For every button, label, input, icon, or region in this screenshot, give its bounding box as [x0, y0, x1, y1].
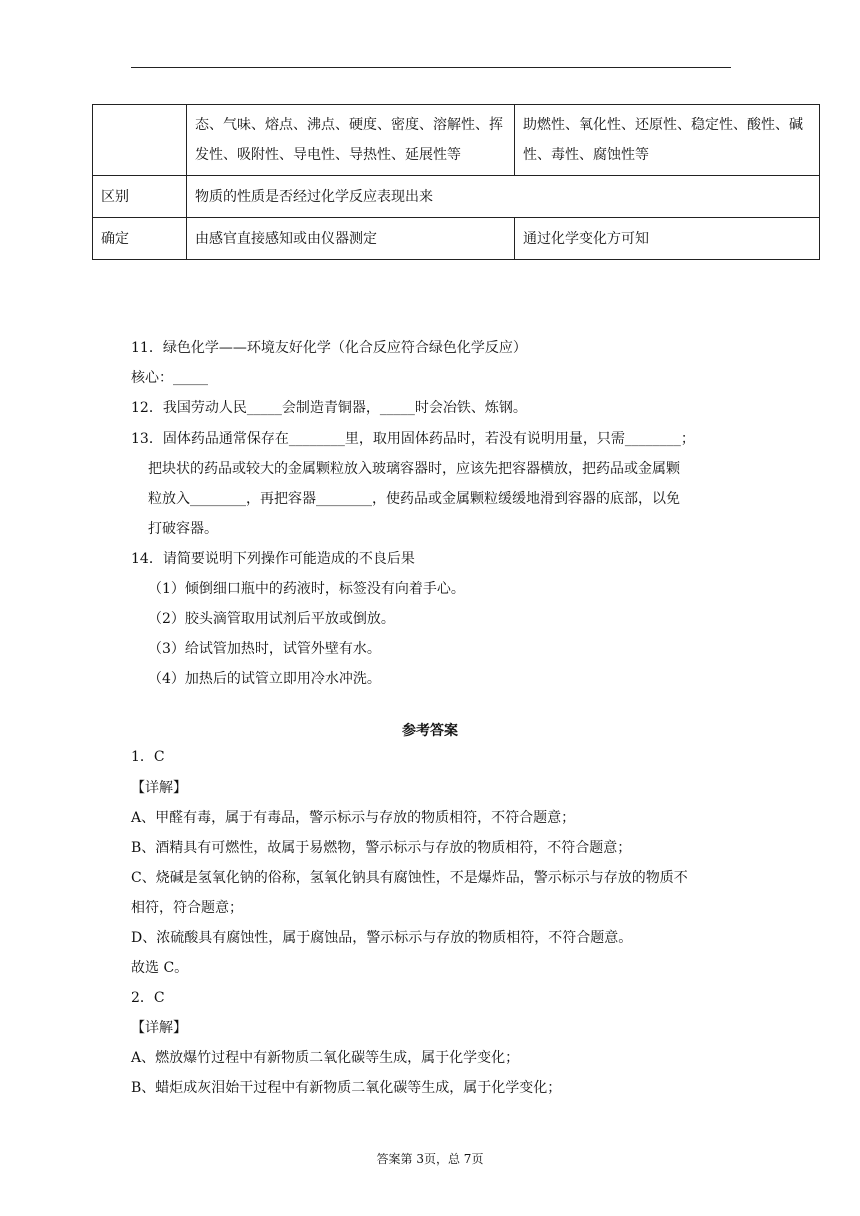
- answer-2: 2．C: [131, 990, 165, 1006]
- table-cell-label: 区别: [93, 176, 187, 218]
- page-footer: 答案第 3页，总 7页: [376, 1152, 484, 1166]
- question-14-item: （1）倾倒细口瓶中的药液时，标签没有向着手心。: [148, 581, 465, 597]
- answer-line: B、酒精具有可燃性，故属于易燃物，警示标示与存放的物质相符，不符合题意；: [131, 840, 632, 856]
- table-cell: 通过化学变化方可知: [515, 218, 820, 260]
- question-13: 13．固体药品通常保存在________里，取用固体药品时，若没有说明用量，只需________；: [131, 431, 695, 447]
- question-14-item: （4）加热后的试管立即用冷水冲洗。: [148, 671, 381, 687]
- question-11: 11．绿色化学——环境友好化学（化合反应符合绿色化学反应）: [131, 340, 527, 356]
- question-14-item: （3）给试管加热时，试管外壁有水。: [148, 641, 381, 657]
- table-row: [93, 176, 820, 218]
- question-11-core: 核心：_____: [131, 370, 208, 386]
- properties-table: [92, 104, 820, 260]
- table-cell-label: 确定: [93, 218, 187, 260]
- table-cell: 助燃性、氧化性、还原性、稳定性、酸性、碱性、毒性、腐蚀性等: [515, 105, 820, 176]
- question-13-line: 把块状的药品或较大的金属颗粒放入玻璃容器时，应该先把容器横放，把药品或金属颗: [148, 461, 680, 477]
- question-14: 14．请简要说明下列操作可能造成的不良后果: [131, 551, 415, 567]
- question-14-item: （2）胶头滴管取用试剂后平放或倒放。: [148, 611, 395, 627]
- table-row: [93, 105, 820, 176]
- question-12: 12．我国劳动人民_____会制造青铜器，_____时会冶铁、炼钢。: [131, 400, 527, 416]
- answer-1: 1．C: [131, 749, 165, 765]
- table-cell: 由感官直接感知或由仪器测定: [187, 218, 515, 260]
- table-cell: 物质的性质是否经过化学反应表现出来: [187, 176, 820, 218]
- answer-detail-label: 【详解】: [131, 780, 187, 796]
- answer-line: A、甲醛有毒，属于有毒品，警示标示与存放的物质相符，不符合题意；: [131, 810, 576, 826]
- header-rule: [131, 67, 731, 68]
- answer-line: A、燃放爆竹过程中有新物质二氧化碳等生成，属于化学变化；: [131, 1050, 520, 1066]
- answer-line: 相符，符合题意；: [131, 900, 243, 916]
- answer-line: C、烧碱是氢氧化钠的俗称，氢氧化钠具有腐蚀性，不是爆炸品，警示标示与存放的物质不: [131, 870, 688, 886]
- answers-title: 参考答案: [402, 723, 458, 739]
- question-13-line: 粒放入________，再把容器________，使药品或金属颗粒缓缓地滑到容器的底部，以免: [148, 491, 680, 507]
- question-13-line: 打破容器。: [148, 521, 218, 537]
- table-cell: [93, 105, 187, 176]
- answer-detail-label: 【详解】: [131, 1020, 187, 1036]
- table-cell: 态、气味、熔点、沸点、硬度、密度、溶解性、挥发性、吸附性、导电性、导热性、延展性等: [187, 105, 515, 176]
- answer-line: D、浓硫酸具有腐蚀性，属于腐蚀品，警示标示与存放的物质相符，不符合题意。: [131, 930, 633, 946]
- table-row: [93, 218, 820, 260]
- answer-line: 故选 C。: [131, 960, 189, 976]
- answer-line: B、蜡炬成灰泪始干过程中有新物质二氧化碳等生成，属于化学变化；: [131, 1080, 562, 1096]
